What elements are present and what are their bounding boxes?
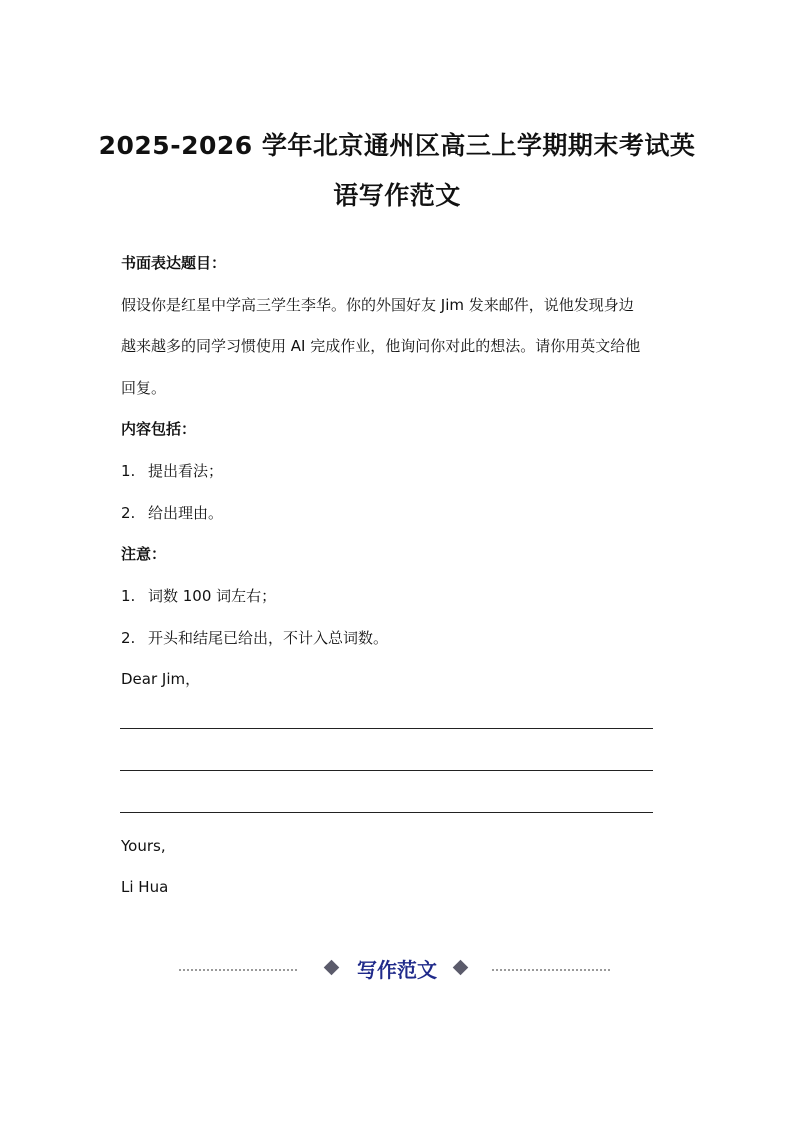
content-heading: 内容包括： [121,420,197,438]
notes-item-number: 1. [121,587,136,605]
letter-closing: Yours, [121,837,166,855]
content-item-1 [121,461,681,481]
notes-item-2 [121,628,681,648]
notes-item-number: 2. [121,629,136,647]
prompt-heading: 书面表达题目： [121,254,227,272]
document-title-line-2: 语写作范文 [333,181,461,210]
diamond-icon [453,960,469,976]
answer-line-3 [120,812,653,813]
content-item-number: 1. [121,462,136,480]
letter-signature: Li Hua [121,878,169,896]
dotted-divider-right [492,969,610,971]
content-item-text: 提出看法； [148,462,224,480]
section-title: 写作范文 [357,958,437,982]
prompt-paragraph-line-3: 回复。 [121,379,167,397]
notes-item-text: 词数 100 词左右； [148,587,277,605]
answer-line-2 [120,770,653,771]
content-item-text: 给出理由。 [148,504,224,522]
dotted-divider-left [179,969,297,971]
answer-line-1 [120,728,653,729]
section-divider [0,956,794,986]
notes-item-text: 开头和结尾已给出，不计入总词数。 [148,629,389,647]
notes-item-1 [121,586,681,606]
prompt-paragraph-line-2: 越来越多的同学习惯使用 AI 完成作业，他询问你对此的想法。请你用英文给他 [121,337,641,355]
letter-greeting: Dear Jim， [121,670,201,688]
notes-heading: 注意： [121,545,167,563]
content-item-2 [121,503,681,523]
content-item-number: 2. [121,504,136,522]
diamond-icon [324,960,340,976]
prompt-paragraph-line-1: 假设你是红星中学高三学生李华。你的外国好友 Jim 发来邮件，说他发现身边 [121,296,634,314]
document-title-line-1: 2025-2026 学年北京通州区高三上学期期末考试英 [98,131,696,160]
